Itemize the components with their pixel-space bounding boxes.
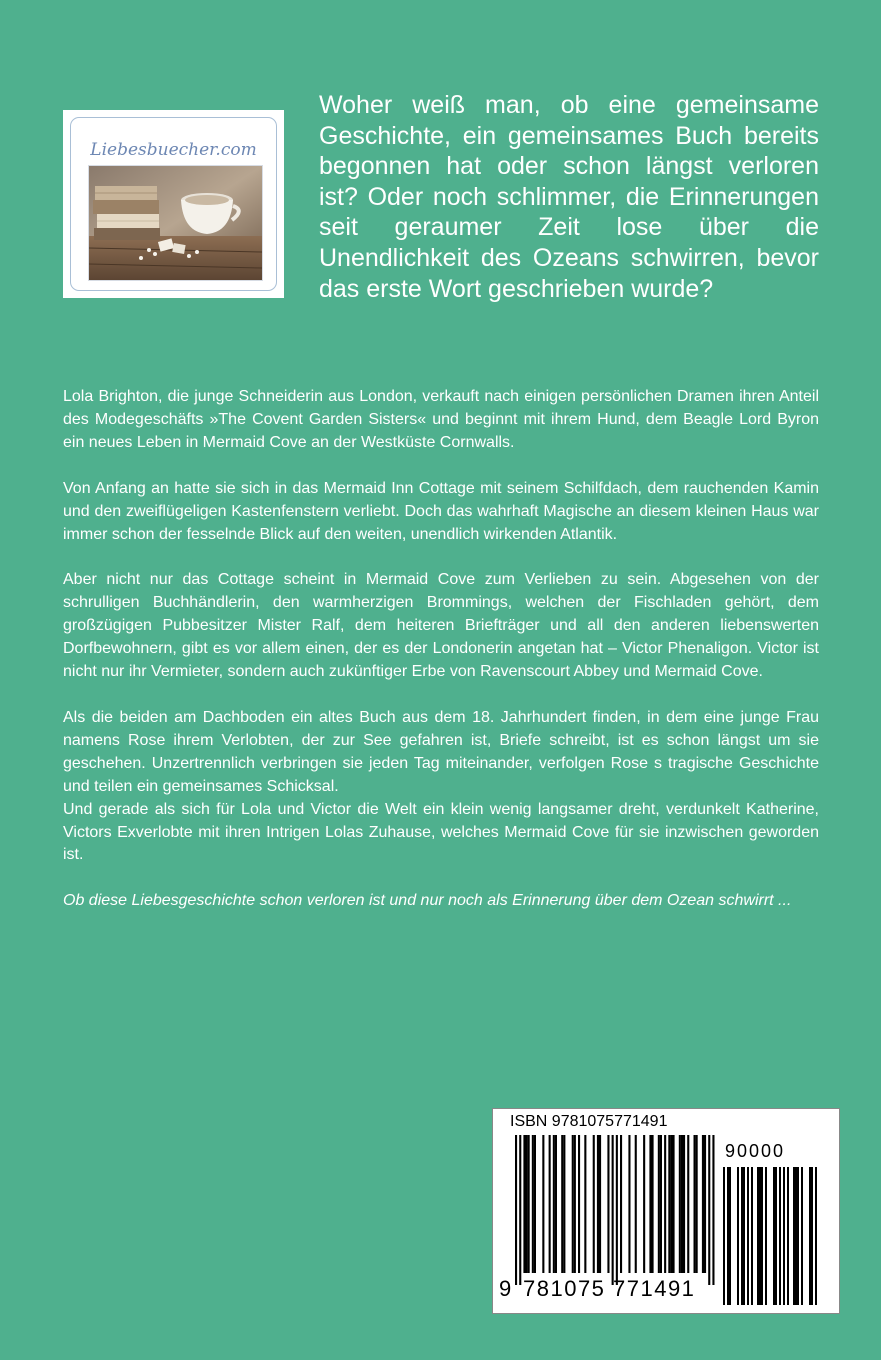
barcode-bar	[712, 1135, 714, 1285]
barcode-bar	[708, 1135, 710, 1285]
barcode-bar	[549, 1135, 551, 1273]
barcode-bar	[515, 1135, 517, 1285]
barcode-bar	[532, 1135, 534, 1273]
addon-bar	[743, 1167, 745, 1305]
teaser-text: Woher weiß man, ob eine gemeinsame Geschichte, ein gemeinsames Buch bereits begonnen hat oder schon längst verloren ist? Oder noch schlimmer, die Erinnerungen seit geraumer Zeit lose über die Unendlichkeit des Ozeans schwirren, bevor das erste Wort geschrieben wurde?	[319, 91, 819, 303]
addon-bar	[723, 1167, 725, 1305]
barcode-bar	[526, 1135, 528, 1273]
barcode-bar	[574, 1135, 576, 1273]
paragraph: Und gerade als sich für Lola und Victor die Welt ein klein wenig langsamer dreht, verdunkelt Katherine, Victors Exverlobte mit ihren Intrigen Lolas Zuhause, welches Mermaid Cove für sie inzwischen geworden ist.	[63, 800, 819, 864]
addon-bar	[727, 1167, 729, 1305]
barcode-bar	[534, 1135, 536, 1273]
barcode-bar	[643, 1135, 645, 1273]
barcode-bar	[683, 1135, 685, 1273]
addon-bar	[747, 1167, 749, 1305]
barcode-bar	[628, 1135, 630, 1273]
addon-bar	[729, 1167, 731, 1305]
paragraph: Lola Brighton, die junge Schneiderin aus London, verkauft nach einigen persönlichen Dramen ihren Anteil des Modegeschäfts »The Covent Garden Sisters« und beginnt mit ihrem Hund, dem Beagle Lord Byron ein neues Leben in Mermaid Cove an der Westküste Cornwalls.	[63, 388, 819, 451]
blurb	[63, 386, 819, 936]
publisher-logo	[63, 110, 284, 298]
addon-bar	[787, 1167, 789, 1305]
closing-line: Ob diese Liebesgeschichte schon verloren ist und nur noch als Erinnerung über dem Ozean schwirrt ...	[63, 892, 792, 910]
barcode-bar	[668, 1135, 670, 1273]
addon-bar	[759, 1167, 761, 1305]
addon-bar	[773, 1167, 775, 1305]
paragraph: Als die beiden am Dachboden ein altes Buch aus dem 18. Jahrhundert finden, in dem eine junge Frau namens Rose ihrem Verlobten, der zur See gefahren ist, Briefe schreibt, ist es schon längst um sie geschehen. Unzertrennlich verbringen sie jeden Tag miteinander, verfolgen Rose s tragische Geschichte und teilen ein gemeinsames Schicksal.	[63, 708, 819, 795]
addon-bar	[761, 1167, 763, 1305]
logo-border	[70, 117, 277, 291]
addon-bar	[775, 1167, 777, 1305]
addon-bar	[779, 1167, 781, 1305]
barcode-bar	[670, 1135, 672, 1273]
barcode-bar	[553, 1135, 555, 1273]
addon-bar	[795, 1167, 797, 1305]
barcode-bar	[599, 1135, 601, 1273]
coffee-cup-books-photo	[88, 165, 263, 281]
barcode-bar	[519, 1135, 521, 1285]
barcode-bar	[593, 1135, 595, 1273]
barcode-bar	[542, 1135, 544, 1273]
addon-bar	[809, 1167, 811, 1305]
barcode-bar	[561, 1135, 563, 1273]
barcode-bar	[664, 1135, 666, 1273]
barcode-bar	[704, 1135, 706, 1273]
barcode-bar	[658, 1135, 660, 1273]
addon-bar	[757, 1167, 759, 1305]
barcode-bar	[572, 1135, 574, 1273]
barcode-bar	[584, 1135, 586, 1273]
addon-bar	[793, 1167, 795, 1305]
isbn-label: ISBN 9781075771491	[510, 1113, 668, 1130]
barcode-left-digits: 781075	[523, 1276, 606, 1301]
paragraph: Aber nicht nur das Cottage scheint in Mermaid Cove zum Verlieben zu sein. Abgesehen von der schrulligen Buchhändlerin, den warmherzigen Brommings, welchen der Fischladen gehört, dem großzügigen Pubbesitzer Mister Ralf, dem heiteren Briefträger und all den anderen liebenswerten Dorfbewohnern, gibt es vor allem einen, der es der Londonerin angetan hat – Victor Phenaligon. Victor ist nicht nur ihr Vermieter, sondern auch zukünftiger Erbe von Ravenscourt Abbey und Mermaid Cove.	[63, 571, 819, 681]
barcode-bar	[687, 1135, 689, 1273]
addon-bar	[797, 1167, 799, 1305]
barcode-bar	[578, 1135, 580, 1273]
barcode-bar	[681, 1135, 683, 1273]
barcode-bar	[702, 1135, 704, 1273]
barcode-bar	[563, 1135, 565, 1273]
barcode-bar	[555, 1135, 557, 1273]
addon-bar	[741, 1167, 743, 1305]
addon-bar	[737, 1167, 739, 1305]
barcode-bar	[673, 1135, 675, 1273]
barcode-bar	[597, 1135, 599, 1273]
isbn-barcode	[492, 1108, 840, 1314]
barcode-bar	[694, 1135, 696, 1273]
barcode-bar	[660, 1135, 662, 1273]
barcode-bar	[635, 1135, 637, 1273]
logo-text: Liebesbuecher.com	[90, 140, 257, 160]
barcode-bar	[528, 1135, 530, 1273]
barcode-bar	[607, 1135, 609, 1273]
barcode-right-digits: 771491	[613, 1276, 696, 1301]
addon-label: 90000	[725, 1141, 786, 1161]
addon-bar	[815, 1167, 817, 1305]
barcode-bar	[616, 1135, 618, 1285]
barcode-bar	[679, 1135, 681, 1273]
barcode-bar	[649, 1135, 651, 1273]
barcode-bar	[523, 1135, 525, 1273]
addon-bar	[783, 1167, 785, 1305]
barcode-bar	[620, 1135, 622, 1273]
barcode-lead-digit: 9	[499, 1276, 513, 1301]
paragraph: Von Anfang an hatte sie sich in das Mermaid Inn Cottage mit seinem Schilfdach, dem rauchenden Kamin und den zweiflügeligen Kastenfenstern verliebt. Doch das wahrhaft Magische an diesem kleinen Haus war immer schon der fesselnde Blick auf den weiten, unendlich wirkenden Atlantik.	[63, 479, 819, 543]
barcode-bar	[652, 1135, 654, 1273]
barcode-bar	[612, 1135, 614, 1285]
addon-bar	[765, 1167, 767, 1305]
addon-bar	[801, 1167, 803, 1305]
barcode-bar	[696, 1135, 698, 1273]
addon-bar	[751, 1167, 753, 1305]
addon-bar	[811, 1167, 813, 1305]
